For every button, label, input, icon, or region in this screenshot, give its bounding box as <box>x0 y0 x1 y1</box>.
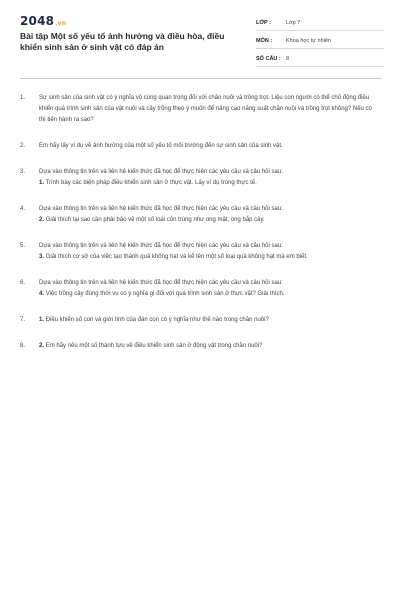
question-number: 4. <box>20 206 26 212</box>
subquestion-number: 3. <box>39 254 45 260</box>
question-number: 1. <box>20 95 26 101</box>
question-number: 7. <box>20 317 26 323</box>
meta-row-class <box>256 16 384 31</box>
question-item <box>20 141 384 152</box>
meta-label: MÔN : <box>256 38 273 44</box>
meta-label: SỐ CÂU : <box>256 56 281 62</box>
meta-value: Lớp 7 <box>286 20 301 26</box>
question-number: 5. <box>20 243 26 249</box>
meta-value: 8 <box>286 56 290 62</box>
header-left <box>20 14 230 53</box>
meta-label: LỚP : <box>256 20 271 26</box>
question-number: 6. <box>20 280 26 286</box>
question-number: 2. <box>20 143 26 149</box>
subquestion-number: 1. <box>39 180 45 186</box>
question-prompt <box>39 315 384 326</box>
question-text: Em hãy nêu một số thành tựu về điều khiển sinh sản ở động vật trong chăn nuôi? <box>45 343 263 349</box>
logo-tld: .vn <box>55 20 67 27</box>
question-number: 8. <box>20 343 26 349</box>
question-text: Em hãy lấy ví dụ về ảnh hưởng của một số yếu tố môi trường đến sự sinh sản của sinh vật. <box>39 143 283 149</box>
question-body <box>39 241 384 263</box>
meta-row-subject <box>256 34 384 49</box>
question-body <box>39 204 384 226</box>
question-item <box>20 341 384 352</box>
question-text: Giải thích cơ sở của việc tạo thành quả không hạt và kể tên một số loại quả không hạt mà em biết. <box>45 254 308 260</box>
question-list <box>20 93 384 352</box>
question-number: 3. <box>20 169 26 175</box>
logo-main: 2048 <box>20 14 55 28</box>
header-divider <box>20 78 382 79</box>
subquestion-number: 1. <box>39 317 45 323</box>
question-text: Việc trồng cây đúng thời vụ có ý nghĩa gì đối với quá trình sinh sản ở thực vật? Giải thích. <box>45 291 285 297</box>
question-body <box>39 167 384 189</box>
question-body <box>39 278 384 300</box>
question-lead: Dựa vào thông tin trên và liên hệ kiến thức đã học để thực hiện các yêu cầu và câu hỏi sau: <box>39 243 283 249</box>
question-item <box>20 315 384 326</box>
question-item <box>20 278 384 300</box>
question-lead: Dựa vào thông tin trên và liên hệ kiến thức đã học để thực hiện các yêu cầu và câu hỏi sau: <box>39 169 283 175</box>
question-lead: Dựa vào thông tin trên và liên hệ kiến thức đã học để thực hiện các yêu cầu và câu hỏi sau: <box>39 206 283 212</box>
question-item <box>20 93 384 126</box>
question-prompt <box>39 289 380 300</box>
subquestion-number: 2. <box>39 343 45 349</box>
subquestion-number: 2. <box>39 217 45 223</box>
meta-row-count <box>256 52 384 67</box>
meta-info <box>256 16 384 70</box>
site-logo[interactable] <box>20 14 230 28</box>
question-prompt <box>39 252 380 263</box>
meta-value: Khoa học tự nhiên <box>286 38 331 44</box>
question-text: Sự sinh sản của sinh vật có ý nghĩa vô cùng quan trọng đối với chăn nuôi và trồng trọt. Liệu con người có thể chủ động điều khiển quá trình sinh sản của vật nuôi và cây trồng theo ý muốn để nâng cao năng suất chăn nuôi và trồng trọt không? Nếu có thì tiến hành ra sao? <box>39 95 372 123</box>
question-text: Điều khiển số con và giới tính của đàn con có ý nghĩa như thế nào trong chăn nuôi? <box>45 317 269 323</box>
subquestion-number: 4. <box>39 291 45 297</box>
question-text: Giải thích tại sao cần phải bảo vệ một số loài côn trùng như ong mật, ong bắp cày. <box>45 217 265 223</box>
question-prompt <box>39 341 384 352</box>
question-item <box>20 241 384 263</box>
worksheet-header <box>20 14 384 70</box>
question-item <box>20 167 384 189</box>
question-prompt <box>39 215 380 226</box>
question-lead: Dựa vào thông tin trên và liên hệ kiến thức đã học để thực hiện các yêu cầu và câu hỏi sau: <box>39 280 283 286</box>
question-text: Trình bày các biện pháp điều khiển sinh sản ở thực vật. Lấy ví dụ trong thực tế. <box>45 180 257 186</box>
question-item <box>20 204 384 226</box>
question-prompt <box>39 178 380 189</box>
document-title: Bài tập Một số yếu tố ảnh hưởng và điều hòa, điều khiển sinh sản ở sinh vật có đáp án <box>20 31 225 52</box>
